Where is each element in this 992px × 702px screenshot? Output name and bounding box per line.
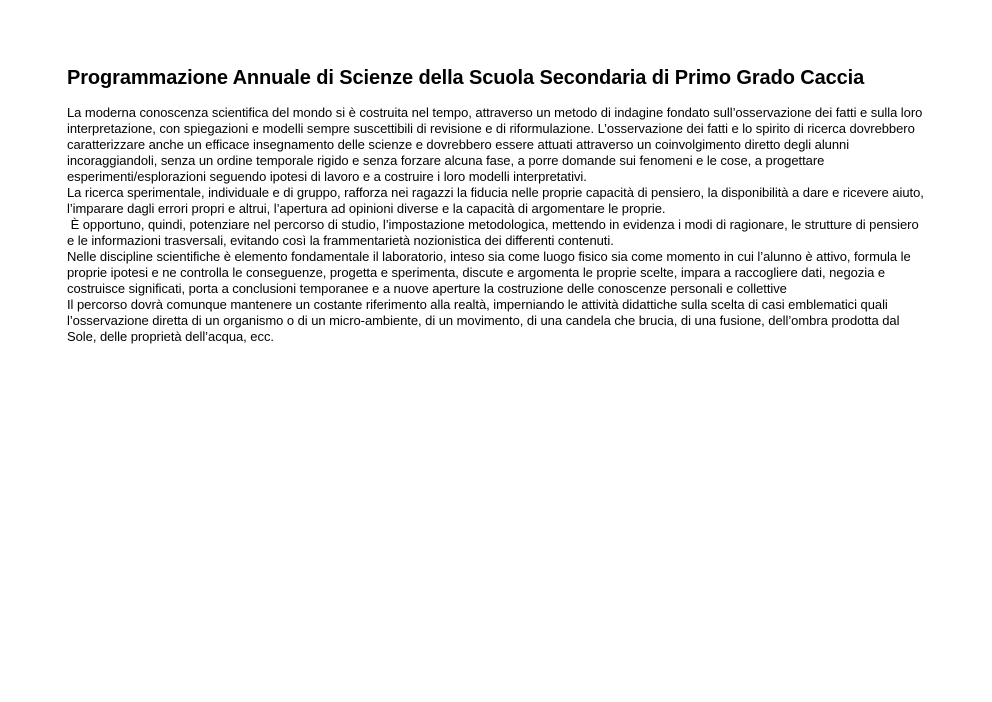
- paragraph-5: Il percorso dovrà comunque mantenere un costante riferimento alla realtà, imperniando le attività didattiche sulla scelta di casi emblematici quali l’osservazione diretta di un organismo o di un micro-ambiente, di un movimento, di una candela che brucia, di una fusione, dell’ombra prodotta dal Sole, delle proprietà dell’acqua, ecc.: [67, 297, 900, 344]
- paragraph-2: La ricerca sperimentale, individuale e di gruppo, rafforza nei ragazzi la fiducia nelle proprie capacità di pensiero, la disponibilità a dare e ricevere aiuto, l’imparare dagli errori propri e altrui, l’apertura ad opinioni diverse e la capacità di argomentare le proprie.: [67, 185, 924, 216]
- paragraph-3: È opportuno, quindi, potenziare nel percorso di studio, l’impostazione metodologica, mettendo in evidenza i modi di ragionare, le strutture di pensiero e le informazioni trasversali, evitando così la frammentarietà nozionistica dei differenti contenuti.: [67, 217, 923, 248]
- document-page: [67, 66, 927, 345]
- paragraph-4: Nelle discipline scientifiche è elemento fondamentale il laboratorio, inteso sia come luogo fisico sia come momento in cui l’alunno è attivo, formula le proprie ipotesi e ne controlla le conseguenze, progetta e sperimenta, discute e argomenta le proprie scelte, impara a raccogliere dati, negozia e costruisce significati, porta a conclusioni temporanee e a nuove aperture la costruzione delle conoscenze personali e collettive: [67, 249, 911, 296]
- document-body: [67, 105, 927, 345]
- paragraph-1: La moderna conoscenza scientifica del mondo si è costruita nel tempo, attraverso un metodo di indagine fondato sull’osservazione dei fatti e sulla loro interpretazione, con spiegazioni e modelli sempre suscettibili di revisione e di riformulazione. L’osservazione dei fatti e lo spirito di ricerca dovrebbero caratterizzare anche un efficace insegnamento delle scienze e dovrebbero essere attuati attraverso un coinvolgimento diretto degli alunni incoraggiandoli, senza un ordine temporale rigido e senza forzare alcuna fase, a porre domande sui fenomeni e le cose, a progettare esperimenti/esplorazioni seguendo ipotesi di lavoro e a costruire i loro modelli interpretativi.: [67, 105, 923, 184]
- document-title: Programmazione Annuale di Scienze della Scuola Secondaria di Primo Grado Caccia: [67, 67, 865, 89]
